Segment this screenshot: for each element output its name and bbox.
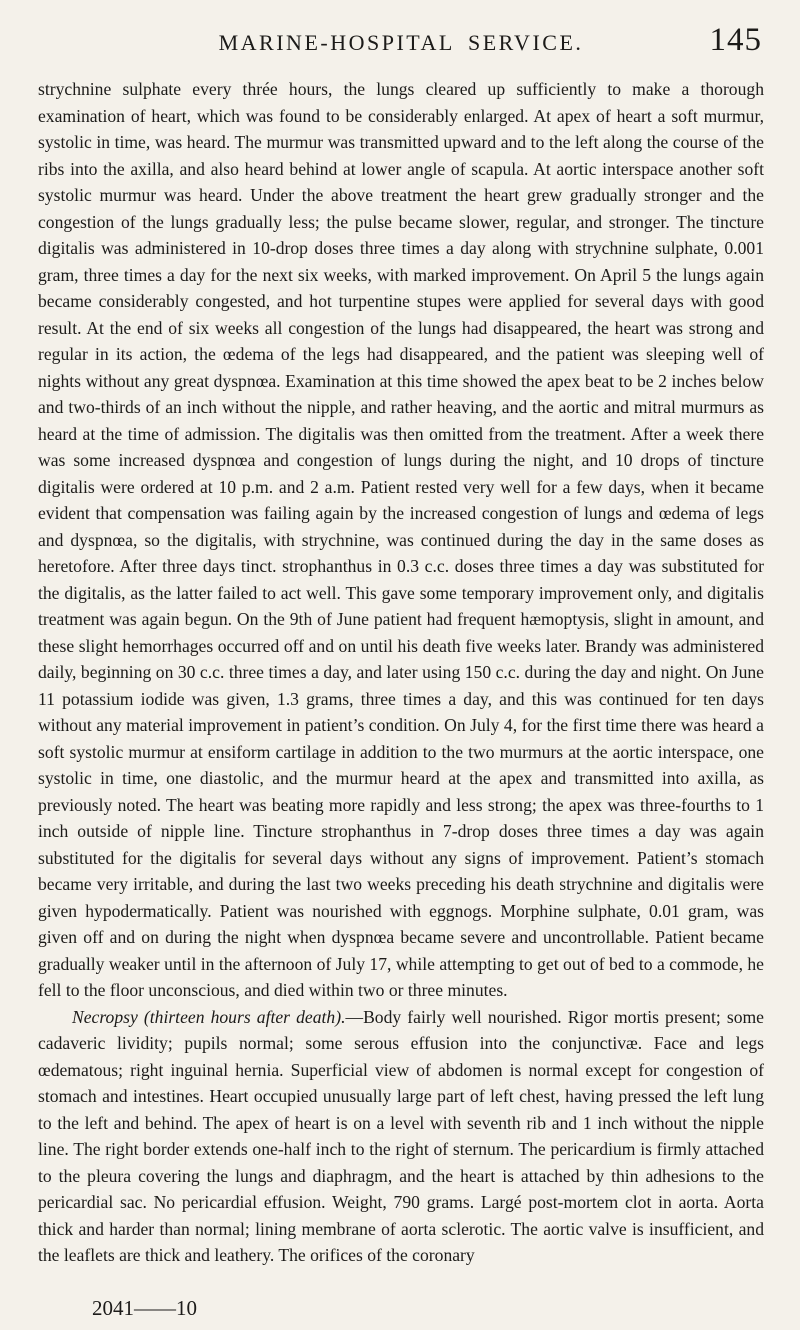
paragraph-necropsy xyxy=(38,1004,764,1269)
running-title: MARINE-HOSPITAL SERVICE. xyxy=(218,30,584,55)
paragraph-treatment: strychnine sulphate every thrée hours, the lungs cleared up sufficiently to make a thorough examination of heart, which was found to be considerably enlarged. At apex of heart a soft murmur, systolic in time, was heard. The murmur was transmitted upward and to the left along the course of the ribs into the axilla, and also heard behind at lower angle of scapula. At aortic interspace another soft systolic murmur was heard. Under the above treatment the heart grew gradually stronger and the congestion of the lungs gradually less; the pulse became slower, regular, and stronger. The tincture digitalis was administered in 10-drop doses three times a day along with strychnine sulphate, 0.001 gram, three times a day for the next six weeks, with marked improvement. On April 5 the lungs again became considerably congested, and hot turpentine stupes were applied for several days with good result. At the end of six weeks all congestion of the lungs had disappeared, the heart was strong and regular in its action, the œdema of the legs had disappeared, and the patient was sleeping well of nights without any great dyspnœa. Examination at this time showed the apex beat to be 2 inches below and two-thirds of an inch without the nipple, and rather heaving, and the aortic and mitral murmurs as heard at the time of admission. The digitalis was then omitted from the treatment. After a week there was some increased dyspnœa and congestion of lungs during the night, and 10 drops of tincture digitalis were ordered at 10 p.m. and 2 a.m. Patient rested very well for a few days, when it became evident that compensation was failing again by the increased congestion of lungs and œdema of legs and dyspnœa, so the digitalis, with strychnine, was continued during the day in the same doses as heretofore. After three days tinct. strophanthus in 0.3 c.c. doses three times a day was substituted for the digitalis, as the latter failed to act well. This gave some temporary improvement only, and digitalis treatment was again begun. On the 9th of June patient had frequent hæmoptysis, slight in amount, and these slight hemorrhages occurred off and on until his death five weeks later. Brandy was administered daily, beginning on 30 c.c. three times a day, and later using 150 c.c. during the day and night. On June 11 potassium iodide was given, 1.3 grams, three times a day, and this was continued for ten days without any material improvement in patient’s condition. On July 4, for the first time there was heard a soft systolic murmur at ensiform cartilage in addition to the two murmurs at the aortic interspace, one systolic in time, one diastolic, and the murmur heard at the apex and transmitted into axilla, as previously noted. The heart was beating more rapidly and less strong; the apex was three-fourths to 1 inch outside of nipple line. Tincture strophanthus in 7-drop doses three times a day was again substituted for the digitalis for several days without any signs of improvement. Patient’s stomach became very irritable, and during the last two weeks preceding his death strychnine and digitalis were given hypodermatically. Patient was nourished with eggnogs. Morphine sulphate, 0.01 gram, was given off and on during the night when dyspnœa became severe and uncontrollable. Patient became gradually weaker until in the afternoon of July 17, while attempting to get out of bed to a commode, he fell to the floor unconscious, and died within two or three minutes. xyxy=(38,79,764,1000)
printer-signature-mark: 2041——10 xyxy=(92,1296,197,1320)
necropsy-heading: Necropsy (thirteen hours after death). xyxy=(72,1006,346,1027)
page-number: 145 xyxy=(709,22,762,58)
running-head xyxy=(40,22,762,62)
body-text xyxy=(38,76,764,1269)
necropsy-text: —Body fairly well nourished. Rigor mortis present; some cadaveric lividity; pupils normal; some serous effusion into the conjunctivæ. Face and legs œdematous; right inguinal hernia. Superficial view of abdomen is normal except for congestion of stomach and intestines. Heart occupied unusually large part of left chest, having pressed the left lung to the left and behind. The apex of heart is on a level with seventh rib and 1 inch without the nipple line. The right border extends one-half inch to the right of sternum. The pericardium is firmly attached to the pleura covering the lungs and diaphragm, and the heart is attached by thin adhesions to the pericardial sac. No pericardial effusion. Weight, 790 grams. Largé post-mortem clot in aorta. Aorta thick and harder than normal; lining membrane of aorta sclerotic. The aortic valve is insufficient, and the leaflets are thick and leathery. The orifices of the coronary xyxy=(38,1006,764,1265)
